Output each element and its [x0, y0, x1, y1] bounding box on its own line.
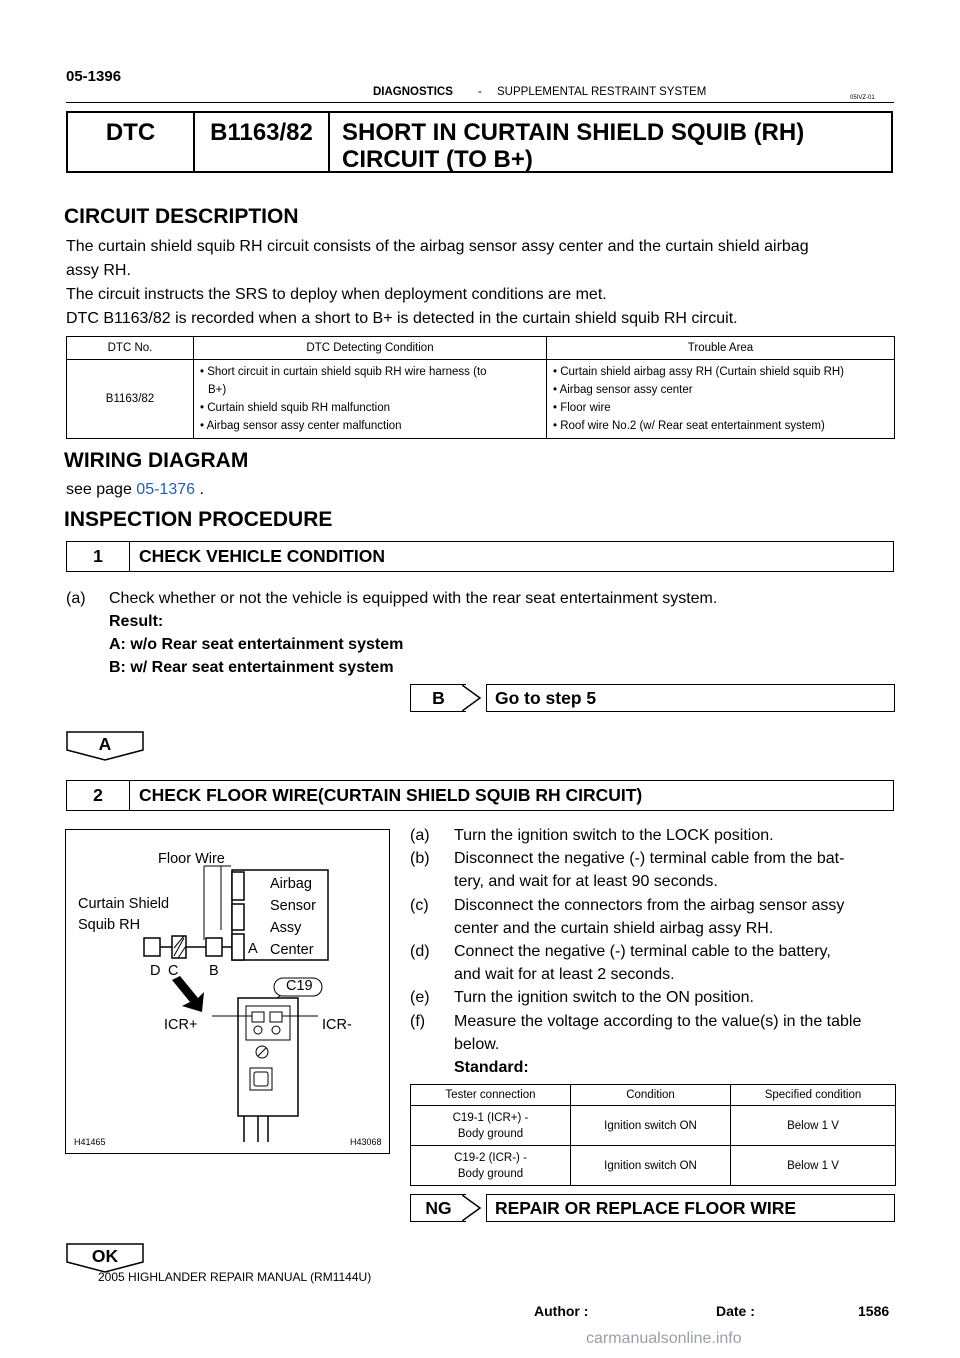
spec-th-specified: Specified condition [731, 1085, 896, 1106]
spec-cell: Below 1 V [731, 1106, 896, 1146]
area-item: • Curtain shield airbag assy RH (Curtain shield squib RH) [553, 366, 845, 378]
section-dash: - [478, 86, 482, 98]
step2-item: (c) Disconnect the connectors from the airbag sensor assy center and the curtain shield airbag assy RH. [410, 896, 845, 937]
circuit-para3: DTC B1163/82 is recorded when a short to B+ is detected in the curtain shield squib RH circuit. [66, 310, 738, 327]
fig-airbag-2: Sensor [270, 898, 316, 914]
page-number: 05-1396 [66, 68, 122, 85]
branch-b [410, 684, 895, 712]
next-ok-label: OK [91, 1246, 119, 1266]
spec-th-tester: Tester connection [411, 1085, 571, 1106]
fig-airbag-3: Assy [270, 920, 302, 936]
fig-curtain-1: Curtain Shield [78, 896, 170, 912]
step1-result-a: A: w/o Rear seat entertainment system [109, 636, 404, 653]
footer-page: 1586 [858, 1303, 890, 1319]
step2-item: (b) Disconnect the negative (-) terminal cable from the bat- tery, and wait for at least 90 seconds. [410, 850, 845, 891]
fig-label-b: B [209, 963, 219, 979]
fig-icr-minus: ICR- [322, 1017, 352, 1033]
step1-number: 1 [67, 542, 130, 571]
step2-title: CHECK FLOOR WIRE(CURTAIN SHIELD SQUIB RH CIRCUIT) [139, 785, 643, 805]
spec-cell: C19-1 (ICR+) - Body ground [411, 1106, 571, 1146]
fig-connector-c19: C19 [286, 978, 313, 994]
branch-b-label: B [410, 684, 466, 712]
next-a [66, 731, 146, 761]
spec-cell: Ignition switch ON [571, 1106, 731, 1146]
step2-number: 2 [67, 781, 130, 810]
spec-cell: Ignition switch ON [571, 1146, 731, 1186]
fig-label-d: D [150, 963, 161, 979]
footer-author: Author : [534, 1303, 589, 1319]
circuit-para1b: assy RH. [66, 262, 131, 279]
step2-standard-label: Standard: [454, 1059, 529, 1077]
wiring-page-link[interactable]: 05-1376 [136, 481, 196, 498]
dtc-title-line2: CIRCUIT (TO B+) [342, 146, 533, 173]
dtc-code: B1163/82 [195, 113, 330, 171]
branch-ng-label: NG [410, 1194, 466, 1222]
fig-id-right: H43068 [350, 1137, 382, 1147]
header-rule [66, 102, 894, 103]
dtc-title [330, 113, 891, 171]
wiring-dot: . [199, 481, 204, 498]
fig-label-c: C [168, 963, 179, 979]
dtc-label: DTC [68, 113, 195, 171]
step2-item: (a) Turn the ignition switch to the LOCK position. [410, 827, 774, 844]
condition-item: B+) [208, 384, 227, 396]
dtc-title-line1: SHORT IN CURTAIN SHIELD SQUIB (RH) [342, 119, 805, 146]
area-item: • Roof wire No.2 (w/ Rear seat entertainment system) [553, 420, 825, 432]
table-row [411, 1106, 896, 1146]
fig-floor-wire: Floor Wire [158, 851, 225, 867]
spec-th-condition: Condition [571, 1085, 731, 1106]
wiring-text [66, 478, 894, 502]
th-condition: DTC Detecting Condition [194, 337, 547, 360]
watermark: carmanualsonline.info [586, 1330, 742, 1347]
step2-instructions [410, 824, 896, 1079]
circuit-para1: The curtain shield squib RH circuit consists of the airbag sensor assy center and the curtain shield airbag [66, 238, 809, 255]
td-conditions [194, 360, 547, 439]
step1-a-text: Check whether or not the vehicle is equipped with the rear seat entertainment system. [109, 590, 718, 607]
next-a-label: A [98, 734, 112, 754]
next-ok [66, 1243, 146, 1273]
step1-title: CHECK VEHICLE CONDITION [139, 546, 385, 566]
circuit-description-heading: CIRCUIT DESCRIPTION [64, 205, 299, 228]
wiring-see-page: see page [66, 481, 132, 498]
footer-manual: 2005 HIGHLANDER REPAIR MANUAL (RM1144U) [98, 1270, 372, 1284]
branch-ng-text: REPAIR OR REPLACE FLOOR WIRE [486, 1194, 895, 1222]
table-row [411, 1146, 896, 1186]
fig-id-left: H41465 [74, 1137, 106, 1147]
td-dtc-no: B1163/82 [67, 360, 194, 439]
spec-cell: C19-2 (ICR-) - Body ground [411, 1146, 571, 1186]
fig-label-a: A [248, 941, 258, 957]
area-item: • Airbag sensor assy center [553, 384, 693, 396]
dtc-title-box [66, 111, 893, 173]
circuit-para2: The circuit instructs the SRS to deploy when deployment conditions are met. [66, 286, 607, 303]
condition-item: • Curtain shield squib RH malfunction [200, 402, 391, 414]
branch-b-text: Go to step 5 [486, 684, 895, 712]
step2-item: (d) Connect the negative (-) terminal cable to the battery, and wait for at least 2 seconds. [410, 943, 831, 984]
subsection-title: SUPPLEMENTAL RESTRAINT SYSTEM [497, 86, 707, 98]
doc-id: 05IVZ-01 [850, 95, 875, 101]
step1-a-key: (a) [66, 590, 86, 607]
step1-result-b: B: w/ Rear seat entertainment system [109, 659, 394, 676]
area-item: • Floor wire [553, 402, 611, 414]
step2-header [66, 780, 894, 811]
fig-airbag-1: Airbag [270, 876, 312, 892]
connector-diagram-icon [66, 830, 388, 1152]
fig-curtain-2: Squib RH [78, 917, 141, 933]
th-dtc-no: DTC No. [67, 337, 194, 360]
branch-ng [410, 1194, 895, 1222]
condition-item: • Short circuit in curtain shield squib RH wire harness (to [200, 366, 487, 378]
step1-result-label: Result: [109, 613, 164, 630]
step2-item: (f) Measure the voltage according to the value(s) in the table below. [410, 1012, 862, 1053]
inspection-heading: INSPECTION PROCEDURE [64, 508, 333, 531]
step2-item: (e) Turn the ignition switch to the ON position. [410, 989, 754, 1007]
td-areas [547, 360, 895, 439]
condition-item: • Airbag sensor assy center malfunction [200, 420, 402, 432]
footer-date: Date : [716, 1303, 755, 1319]
spec-table [410, 1084, 896, 1186]
section-title: DIAGNOSTICS [373, 86, 453, 98]
fig-airbag-label [270, 873, 316, 961]
spec-cell: Below 1 V [731, 1146, 896, 1186]
step1-a [66, 587, 894, 611]
fig-icr-plus: ICR+ [164, 1017, 198, 1033]
connector-figure [65, 829, 390, 1154]
step1-header [66, 541, 894, 572]
th-trouble-area: Trouble Area [547, 337, 895, 360]
fig-airbag-4: Center [270, 942, 314, 958]
wiring-heading: WIRING DIAGRAM [64, 449, 249, 472]
dtc-table [66, 336, 895, 439]
